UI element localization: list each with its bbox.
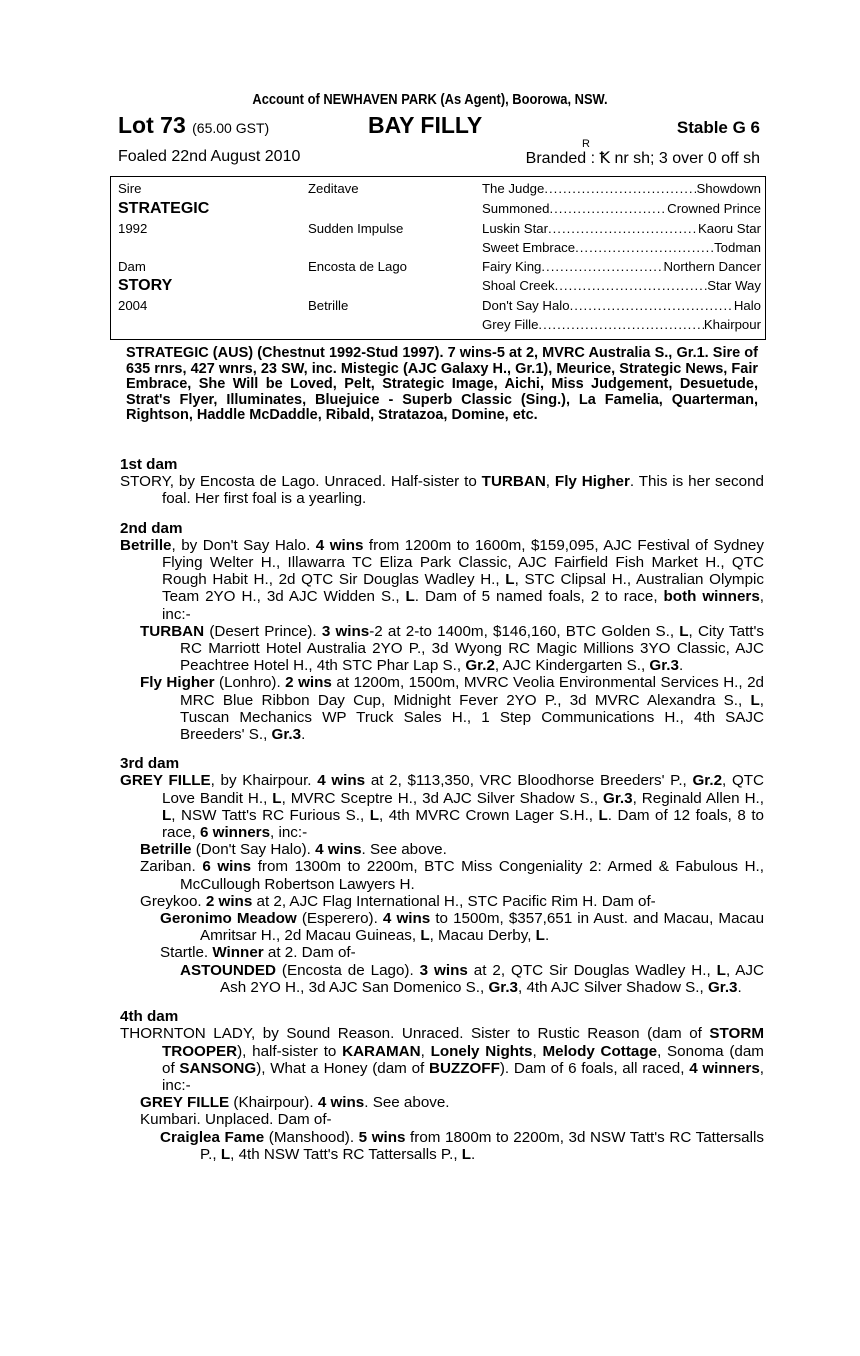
gen3-sire: Sweet Embrace <box>482 240 576 255</box>
pedigree-gen3-row <box>482 259 761 274</box>
family-entry: Craiglea Fame (Manshood). 5 wins from 1800m to 2200m, 3d NSW Tatt's RC Tattersalls P., L, 4th NSW Tatt's RC Tattersalls P., L. <box>160 1128 764 1163</box>
gen3-dam: Crowned Prince <box>667 201 761 216</box>
dam-year: 2004 <box>118 298 148 313</box>
pedigree-gen3-row <box>482 221 761 236</box>
gen3-dam: Khairpour <box>703 317 761 332</box>
gen3-dam: Northern Dancer <box>663 259 761 274</box>
sire-name: STRATEGIC <box>118 200 210 217</box>
family-entry: THORNTON LADY, by Sound Reason. Unraced. Sister to Rustic Reason (dam of STORM TROOPER), half-sister to KARAMAN, Lonely Nights, Melody Cottage, Sonoma (dam of SANSONG), What a Honey (dam of BUZZOFF). Dam of 6 foals, all raced, 4 winners, inc:- <box>120 1025 764 1094</box>
stable-location: Stable G 6 <box>676 118 760 137</box>
family-details <box>120 456 764 1163</box>
gen3-dam: Todman <box>714 240 761 255</box>
sire-summary: STRATEGIC (AUS) (Chestnut 1992-Stud 1997). 7 wins-5 at 2, MVRC Australia S., Gr.1. Sire of 635 rnrs, 427 wnrs, 23 SW, inc. Mistegic (AJC Galaxy H., Gr.1), Meurice, Strategic News, Fair Embrace, She Will be Loved, Pelt, Strategic Image, Aichi, Miss Judgement, Desuetude, Strat's Flyer, Illuminates, Bluejuice - Superb Classic (Sing.), La Famelia, Quarterman, Rightson, Haddle McDaddle, Ribald, Stratazoa, Domine, etc. <box>126 345 758 423</box>
section-heading: 3rd dam <box>120 755 180 773</box>
section-heading: 4th dam <box>120 1008 179 1026</box>
dam-sire: Encosta de Lago <box>308 259 407 274</box>
sire-year: 1992 <box>118 221 148 236</box>
sire-dam: Sudden Impulse <box>308 221 404 236</box>
pedigree-gen3-row <box>482 181 761 196</box>
gen3-sire: The Judge <box>482 181 545 196</box>
gen3-sire: Don't Say Halo <box>482 298 570 313</box>
sire-sire: Zeditave <box>308 181 359 196</box>
family-entry: GREY FILLE, by Khairpour. 4 wins at 2, $113,350, VRC Bloodhorse Breeders' P., Gr.2, QTC Love Bandit H., L, MVRC Sceptre H., 3d AJC Silver Shadow S., Gr.3, Reginald Allen H., L, NSW Tatt's RC Furious S., L, 4th MVRC Crown Lager S.H., L. Dam of 12 foals, 8 to race, 6 winners, inc:- <box>120 772 765 842</box>
family-entry: Geronimo Meadow (Esperero). 4 wins to 1500m, $357,651 in Aust. and Macau, Macau Amritsar H., 2d Macau Guineas, L, Macau Derby, L. <box>160 910 765 945</box>
gen3-dam: Halo <box>733 298 761 313</box>
family-entry: TURBAN (Desert Prince). 3 wins-2 at 2-to 1400m, $146,160, BTC Golden S., L, City Tatt's RC Marriott Hotel Australia 2YO P., 3d Wyong RC Magic Millions 3YO Classic, AJC Peachtree Hotel H., 4th STC Phar Lap S., Gr.2, AJC Kindergarten S., Gr.3. <box>140 622 764 675</box>
family-entry: Kumbari. Unplaced. Dam of- <box>140 1111 332 1129</box>
gen3-dam: Star Way <box>707 278 761 293</box>
sire-label: Sire <box>118 181 142 196</box>
family-entry: STORY, by Encosta de Lago. Unraced. Half-sister to TURBAN, Fly Higher. This is her second foal. Her first foal is a yearling. <box>120 473 764 508</box>
lot-number <box>118 112 269 139</box>
family-entry: Zariban. 6 wins from 1300m to 2200m, BTC Miss Congeniality 2: Armed & Fabulous H., McCullough Robertson Lawyers H. <box>140 858 764 893</box>
gen3-sire: Luskin Star <box>482 221 548 236</box>
pedigree-gen3-row <box>482 298 761 313</box>
gen3-sire: Grey Fille <box>482 317 539 332</box>
family-entry: Betrille, by Don't Say Halo. 4 wins from 1200m to 1600m, $159,095, AJC Festival of Sydney Flying Welter H., Illawarra TC Eliza Park Classic, AJC Fairfield Fish Market H., QTC Rough Habit H., 2d QTC Sir Douglas Wadley H., L, STC Clipsal H., Australian Olympic Team 2YO H., 3d AJC Widden S., L. Dam of 5 named foals, 2 to race, both winners, inc:- <box>120 536 764 623</box>
lot-label: Lot 73 <box>118 112 186 138</box>
foaled-date: Foaled 22nd August 2010 <box>118 148 301 165</box>
gen3-sire: Shoal Creek <box>482 278 555 293</box>
brand-description: Branded : Ꝁ nr sh; 3 over 0 off sh <box>525 150 760 167</box>
pedigree-table <box>110 176 766 340</box>
vendor-account: Account of NEWHAVEN PARK (As Agent), Boorowa, NSW. <box>252 91 608 108</box>
family-entry: Fly Higher (Lonhro). 2 wins at 1200m, 1500m, MVRC Veolia Environmental Services H., 2d MRC Blue Ribbon Day Cup, Midnight Fever 2YO P., 3d MVRC Alexandra S., L, Tuscan Mechanics WP Truck Sales H., 1 Step Communications H., 4th SAJC Breeders' S., Gr.3. <box>140 674 764 744</box>
family-entry: ASTOUNDED (Encosta de Lago). 3 wins at 2, QTC Sir Douglas Wadley H., L, AJC Ash 2YO H., 3d AJC San Domenico S., Gr.3, 4th AJC Silver Shadow S., Gr.3. <box>180 961 764 996</box>
dam-dam: Betrille <box>308 298 349 313</box>
section-heading: 2nd dam <box>120 519 183 537</box>
lot-gst: (65.00 GST) <box>192 120 270 136</box>
family-entry: GREY FILLE (Khairpour). 4 wins. See above. <box>140 1094 450 1112</box>
gen3-dam: Showdown <box>696 181 761 196</box>
gen3-sire: Fairy King <box>482 259 542 274</box>
pedigree-gen3-row <box>482 201 761 216</box>
family-entry: Betrille (Don't Say Halo). 4 wins. See above. <box>140 841 447 859</box>
gen3-dam: Kaoru Star <box>697 221 761 236</box>
horse-description: BAY FILLY <box>368 112 483 138</box>
pedigree-gen3-row <box>482 317 761 332</box>
family-entry: Greykoo. 2 wins at 2, AJC Flag International H., STC Pacific Rim H. Dam of- <box>140 892 656 910</box>
brand-mark-superscript: R <box>582 138 590 150</box>
section-heading: 1st dam <box>120 456 178 473</box>
pedigree-gen3-row <box>482 240 761 255</box>
gen3-sire: Summoned <box>482 201 550 216</box>
dam-label: Dam <box>118 259 146 274</box>
dam-name: STORY <box>118 277 173 294</box>
family-entry: Startle. Winner at 2. Dam of- <box>160 944 356 962</box>
pedigree-gen3-row <box>482 278 761 293</box>
